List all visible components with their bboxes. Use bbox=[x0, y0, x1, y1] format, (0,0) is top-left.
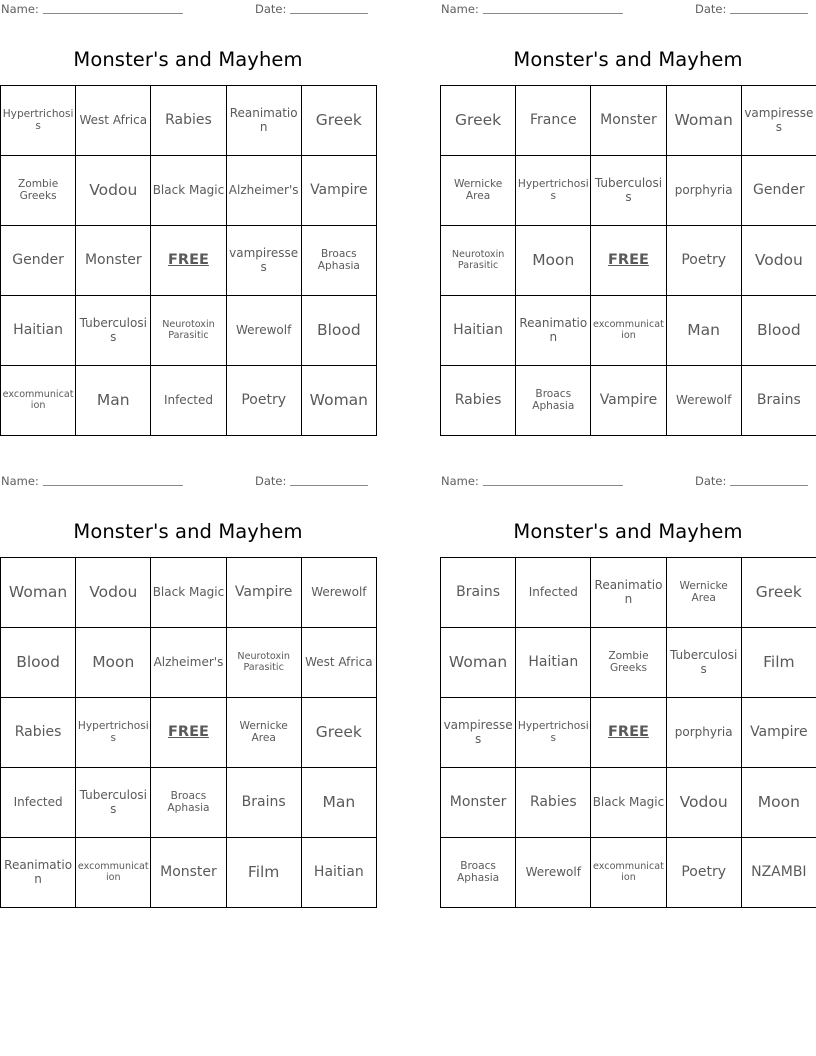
bingo-cell[interactable]: Neurotoxin Parasitic bbox=[151, 296, 226, 366]
bingo-cell[interactable]: Werewolf bbox=[516, 838, 591, 908]
bingo-cell[interactable]: Haitian bbox=[516, 628, 591, 698]
bingo-cell[interactable]: excommunication bbox=[591, 296, 666, 366]
bingo-row bbox=[441, 768, 816, 838]
bingo-grid-body bbox=[1, 558, 377, 908]
bingo-cell[interactable]: Werewolf bbox=[301, 558, 376, 628]
bingo-card-1 bbox=[0, 0, 376, 436]
bingo-cell[interactable]: Broacs Aphasia bbox=[441, 838, 516, 908]
bingo-grid bbox=[440, 557, 816, 908]
bingo-row bbox=[1, 156, 377, 226]
bingo-row bbox=[1, 366, 377, 436]
bingo-cell[interactable]: Gender bbox=[741, 156, 816, 226]
bingo-cell[interactable]: Rabies bbox=[1, 698, 76, 768]
bingo-cell[interactable]: Vampire bbox=[226, 558, 301, 628]
bingo-row bbox=[1, 768, 377, 838]
bingo-free-cell[interactable]: FREE bbox=[591, 226, 666, 296]
bingo-card-2 bbox=[440, 0, 816, 436]
bingo-cell[interactable]: Poetry bbox=[666, 226, 741, 296]
bingo-cell[interactable]: Brains bbox=[741, 366, 816, 436]
name-write-line[interactable] bbox=[483, 13, 623, 14]
card-title: Monster's and Mayhem bbox=[513, 520, 743, 543]
bingo-cell[interactable]: Monster bbox=[441, 768, 516, 838]
bingo-grid bbox=[0, 85, 377, 436]
bingo-cell[interactable]: Brains bbox=[226, 768, 301, 838]
bingo-cell[interactable]: Broacs Aphasia bbox=[151, 768, 226, 838]
bingo-cell[interactable]: Monster bbox=[151, 838, 226, 908]
bingo-cell[interactable]: vampiresses bbox=[741, 86, 816, 156]
bingo-cell[interactable]: Wernicke Area bbox=[226, 698, 301, 768]
date-field-group[interactable] bbox=[255, 2, 368, 16]
bingo-cell[interactable]: Poetry bbox=[666, 838, 741, 908]
date-label: Date: bbox=[255, 2, 287, 16]
bingo-grid bbox=[440, 85, 816, 436]
bingo-row bbox=[1, 838, 377, 908]
bingo-cell[interactable]: Vodou bbox=[76, 558, 151, 628]
date-write-line[interactable] bbox=[730, 485, 808, 486]
name-date-line bbox=[0, 472, 376, 494]
bingo-card-3 bbox=[0, 472, 376, 908]
bingo-cell[interactable]: Reanimation bbox=[591, 558, 666, 628]
bingo-cell[interactable]: Tuberculosis bbox=[76, 296, 151, 366]
name-field-group[interactable] bbox=[441, 2, 623, 16]
bingo-cell[interactable]: Hypertrichosis bbox=[516, 698, 591, 768]
bingo-row bbox=[441, 226, 816, 296]
bingo-row bbox=[441, 296, 816, 366]
bingo-cell[interactable]: Greek bbox=[441, 86, 516, 156]
bingo-row bbox=[441, 698, 816, 768]
bingo-cell[interactable]: Moon bbox=[741, 768, 816, 838]
date-write-line[interactable] bbox=[290, 13, 368, 14]
bingo-cell[interactable]: excommunication bbox=[591, 838, 666, 908]
bingo-cell[interactable]: Brains bbox=[441, 558, 516, 628]
bingo-cell[interactable]: Broacs Aphasia bbox=[301, 226, 376, 296]
card-title: Monster's and Mayhem bbox=[513, 48, 743, 71]
name-date-line bbox=[440, 0, 816, 22]
name-label: Name: bbox=[441, 474, 479, 488]
bingo-cell[interactable]: Tuberculosis bbox=[591, 156, 666, 226]
card-title: Monster's and Mayhem bbox=[73, 520, 303, 543]
bingo-cell[interactable]: Vampire bbox=[591, 366, 666, 436]
bingo-row bbox=[1, 296, 377, 366]
date-label: Date: bbox=[695, 474, 727, 488]
name-write-line[interactable] bbox=[43, 13, 183, 14]
bingo-free-cell[interactable]: FREE bbox=[591, 698, 666, 768]
bingo-cell[interactable]: Man bbox=[76, 366, 151, 436]
name-field-group[interactable] bbox=[1, 474, 183, 488]
bingo-cell[interactable]: Werewolf bbox=[226, 296, 301, 366]
bingo-cell[interactable]: Alzheimer's bbox=[151, 628, 226, 698]
bingo-cell[interactable]: Greek bbox=[301, 698, 376, 768]
bingo-cell[interactable]: Zombie Greeks bbox=[591, 628, 666, 698]
name-write-line[interactable] bbox=[43, 485, 183, 486]
bingo-cell[interactable]: Infected bbox=[516, 558, 591, 628]
bingo-cell[interactable]: Gender bbox=[1, 226, 76, 296]
bingo-cell[interactable]: Woman bbox=[666, 86, 741, 156]
bingo-row bbox=[441, 838, 816, 908]
bingo-card-4 bbox=[440, 472, 816, 908]
bingo-cell[interactable]: Man bbox=[666, 296, 741, 366]
bingo-row bbox=[1, 86, 377, 156]
date-field-group[interactable] bbox=[695, 2, 808, 16]
bingo-cell[interactable]: Hypertrichosis bbox=[76, 698, 151, 768]
name-field-group[interactable] bbox=[441, 474, 623, 488]
bingo-cell[interactable]: Man bbox=[301, 768, 376, 838]
name-label: Name: bbox=[441, 2, 479, 16]
bingo-cell[interactable]: excommunication bbox=[1, 366, 76, 436]
bingo-row bbox=[441, 86, 816, 156]
bingo-cell[interactable]: Moon bbox=[516, 226, 591, 296]
bingo-grid-body bbox=[1, 86, 377, 436]
bingo-cell[interactable]: Vampire bbox=[741, 698, 816, 768]
bingo-cell[interactable]: Greek bbox=[741, 558, 816, 628]
bingo-cell[interactable]: Tuberculosis bbox=[666, 628, 741, 698]
date-write-line[interactable] bbox=[730, 13, 808, 14]
bingo-free-cell[interactable]: FREE bbox=[151, 698, 226, 768]
bingo-grid-body bbox=[441, 558, 816, 908]
bingo-cell[interactable]: Hypertrichosis bbox=[1, 86, 76, 156]
bingo-cell[interactable]: Moon bbox=[76, 628, 151, 698]
bingo-cell[interactable]: Black Magic bbox=[591, 768, 666, 838]
bingo-cell[interactable]: Infected bbox=[151, 366, 226, 436]
bingo-row bbox=[441, 366, 816, 436]
bingo-cell[interactable]: Vodou bbox=[666, 768, 741, 838]
bingo-cell[interactable]: vampiresses bbox=[441, 698, 516, 768]
bingo-cell[interactable]: Film bbox=[226, 838, 301, 908]
bingo-cell[interactable]: Woman bbox=[441, 628, 516, 698]
bingo-cell[interactable]: porphyria bbox=[666, 698, 741, 768]
bingo-cell[interactable]: Film bbox=[741, 628, 816, 698]
bingo-free-cell[interactable]: FREE bbox=[151, 226, 226, 296]
bingo-cell[interactable]: Blood bbox=[301, 296, 376, 366]
bingo-cell[interactable]: Wernicke Area bbox=[666, 558, 741, 628]
bingo-cell[interactable]: Broacs Aphasia bbox=[516, 366, 591, 436]
bingo-row bbox=[1, 698, 377, 768]
bingo-cell[interactable]: Poetry bbox=[226, 366, 301, 436]
bingo-row bbox=[1, 558, 377, 628]
card-title: Monster's and Mayhem bbox=[73, 48, 303, 71]
name-date-line bbox=[0, 0, 376, 22]
bingo-cell[interactable]: Hypertrichosis bbox=[516, 156, 591, 226]
bingo-cell[interactable]: Greek bbox=[301, 86, 376, 156]
bingo-cell[interactable]: Monster bbox=[76, 226, 151, 296]
date-field-group[interactable] bbox=[695, 474, 808, 488]
bingo-cell[interactable]: Neurotoxin Parasitic bbox=[226, 628, 301, 698]
date-label: Date: bbox=[695, 2, 727, 16]
bingo-cell[interactable]: Alzheimer's bbox=[226, 156, 301, 226]
bingo-cell[interactable]: West Africa bbox=[76, 86, 151, 156]
bingo-grid-body bbox=[441, 86, 816, 436]
bingo-cell[interactable]: Reanimation bbox=[516, 296, 591, 366]
bingo-cell[interactable]: excommunication bbox=[76, 838, 151, 908]
bingo-cell[interactable]: Woman bbox=[301, 366, 376, 436]
name-field-group[interactable] bbox=[1, 2, 183, 16]
bingo-cell[interactable]: Neurotoxin Parasitic bbox=[441, 226, 516, 296]
bingo-cell[interactable]: Reanimation bbox=[1, 838, 76, 908]
bingo-cell[interactable]: Rabies bbox=[441, 366, 516, 436]
bingo-cell[interactable]: Monster bbox=[591, 86, 666, 156]
bingo-cell[interactable]: Black Magic bbox=[151, 558, 226, 628]
bingo-cell[interactable]: Blood bbox=[741, 296, 816, 366]
bingo-cell[interactable]: Haitian bbox=[441, 296, 516, 366]
date-field-group[interactable] bbox=[255, 474, 368, 488]
date-label: Date: bbox=[255, 474, 287, 488]
bingo-cell[interactable]: Tuberculosis bbox=[76, 768, 151, 838]
bingo-cell[interactable]: vampiresses bbox=[226, 226, 301, 296]
bingo-cell[interactable]: Vampire bbox=[301, 156, 376, 226]
bingo-row bbox=[441, 558, 816, 628]
date-write-line[interactable] bbox=[290, 485, 368, 486]
bingo-row bbox=[441, 156, 816, 226]
name-label: Name: bbox=[1, 474, 39, 488]
bingo-row bbox=[1, 226, 377, 296]
name-date-line bbox=[440, 472, 816, 494]
bingo-cell[interactable]: West Africa bbox=[301, 628, 376, 698]
name-write-line[interactable] bbox=[483, 485, 623, 486]
bingo-cell[interactable]: Zombie Greeks bbox=[1, 156, 76, 226]
bingo-grid bbox=[0, 557, 377, 908]
bingo-cell[interactable]: Woman bbox=[1, 558, 76, 628]
bingo-cell[interactable]: Infected bbox=[1, 768, 76, 838]
bingo-cell[interactable]: Blood bbox=[1, 628, 76, 698]
bingo-cell[interactable]: Reanimation bbox=[226, 86, 301, 156]
bingo-cell[interactable]: Vodou bbox=[76, 156, 151, 226]
bingo-cell[interactable]: Vodou bbox=[741, 226, 816, 296]
bingo-cell[interactable]: Wernicke Area bbox=[441, 156, 516, 226]
bingo-cell[interactable]: France bbox=[516, 86, 591, 156]
bingo-cell[interactable]: Black Magic bbox=[151, 156, 226, 226]
bingo-cell[interactable]: Werewolf bbox=[666, 366, 741, 436]
bingo-row bbox=[441, 628, 816, 698]
bingo-cell[interactable]: Rabies bbox=[516, 768, 591, 838]
name-label: Name: bbox=[1, 2, 39, 16]
bingo-row bbox=[1, 628, 377, 698]
bingo-cell[interactable]: Haitian bbox=[301, 838, 376, 908]
bingo-cell[interactable]: Rabies bbox=[151, 86, 226, 156]
bingo-cell[interactable]: Haitian bbox=[1, 296, 76, 366]
bingo-cell[interactable]: porphyria bbox=[666, 156, 741, 226]
bingo-cell[interactable]: NZAMBI bbox=[741, 838, 816, 908]
